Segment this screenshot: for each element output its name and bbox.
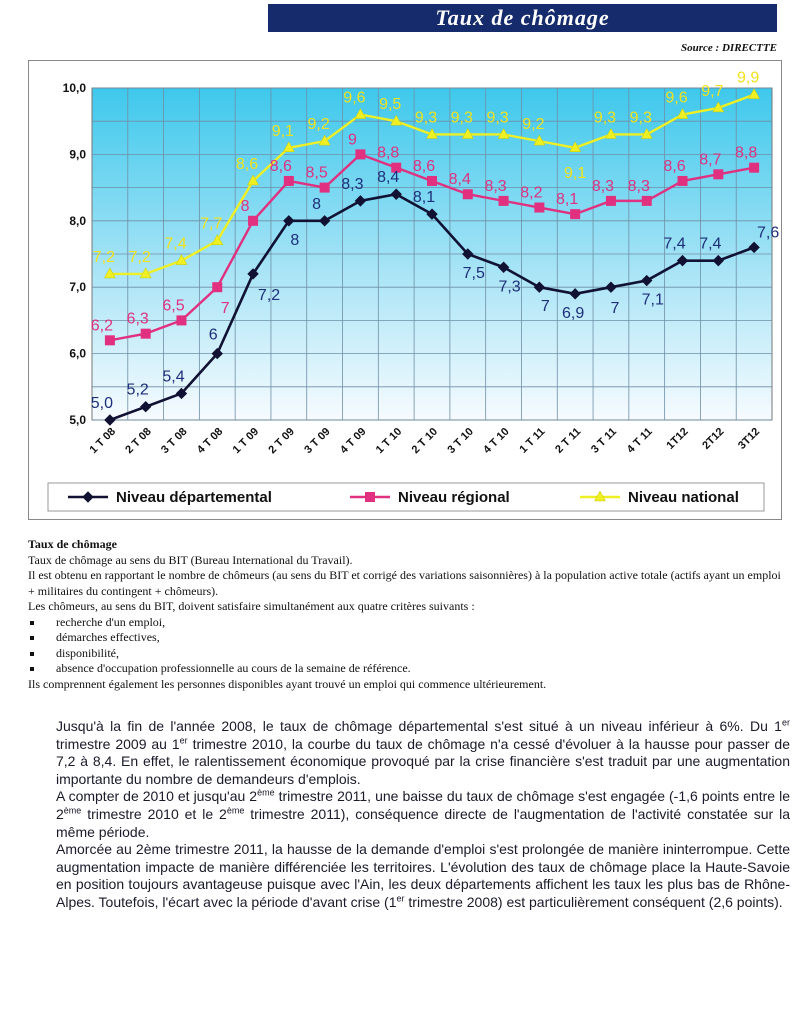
definition-line: Il est obtenu en rapportant le nombre de chômeurs (au sens du BIT et corrigé des variations saisonnières) à la population active totale (actifs ayant un emploi + militaires du contingent + chômeurs). (28, 568, 781, 598)
data-label: 8,3 (627, 177, 650, 195)
data-label: 7,3 (498, 278, 521, 296)
definition-line: Les chômeurs, au sens du BIT, doivent satisfaire simultanément aux quatre critères suivants : (28, 599, 475, 613)
superscript: er (396, 893, 405, 904)
x-tick-label: 1 T 10 (373, 425, 405, 457)
data-label: 6,5 (162, 297, 185, 315)
data-label: 8,6 (235, 155, 259, 173)
source-note: Source : DIRECTTE (681, 42, 777, 54)
definition-line: Taux de chômage au sens du BIT (Bureau International du Travail). (28, 552, 353, 567)
definition-closing: Ils comprennent également les personnes disponibles ayant trouvé un emploi qui commence ultérieurement. (28, 676, 547, 691)
data-label: 5,2 (126, 381, 149, 399)
marker-square (750, 163, 759, 172)
marker-square (284, 176, 293, 185)
marker-square (105, 336, 114, 345)
marker-square (463, 190, 472, 199)
x-tick-label: 4 T 08 (194, 425, 226, 457)
x-tick-label: 2 T 09 (266, 425, 297, 457)
data-label: 7 (220, 300, 230, 318)
superscript: er (179, 734, 188, 745)
x-tick-label: 3 T 10 (445, 425, 476, 457)
data-label: 8,5 (305, 164, 328, 182)
x-tick-label: 2 T 10 (409, 425, 441, 457)
data-label: 8 (240, 197, 250, 215)
legend (48, 483, 764, 511)
superscript: ème (257, 787, 275, 798)
x-tick-label: 3 T 09 (302, 425, 333, 457)
data-label: 5,4 (162, 368, 185, 386)
y-tick-label: 7,0 (69, 280, 86, 295)
data-label: 9,1 (271, 122, 294, 140)
data-label: 8,6 (663, 157, 686, 175)
definition-heading: Taux de chômage (28, 537, 117, 551)
paragraph-1 (56, 718, 790, 788)
data-label: 8,6 (412, 157, 436, 175)
superscript: ème (63, 805, 82, 816)
text-run: Amorcée au 2ème trimestre 2011, la hausse de la demande d'emploi s'est prolongée de manière ininterrompue. Cette augmentation impacte de manière différenciée les territoires. L'évolution des taux de chômage place la Haute-Savoie en position toujours avantageuse puisque avec l'Ain, les deux départements affichent les taux les plus bas de Rhône-Alpes. Toutefois, l'écart avec la période d'avant crise (1 (56, 841, 790, 910)
marker-square (320, 183, 329, 192)
criteria-item: recherche d'un emploi, (28, 615, 788, 631)
data-label: 9,7 (701, 82, 724, 100)
x-tick-label: 4 T 10 (481, 425, 512, 457)
y-tick-label: 6,0 (69, 346, 86, 361)
criteria-item: démarches effectives, (28, 630, 788, 646)
data-label: 6,9 (562, 304, 585, 322)
data-label: 7,7 (200, 215, 223, 233)
marker-square (571, 210, 580, 219)
data-label: 7,1 (641, 291, 664, 309)
definition-block (28, 537, 788, 692)
paragraph-2 (56, 788, 790, 841)
marker-square (177, 316, 186, 325)
data-label: 8,4 (448, 171, 471, 189)
data-label: 8,2 (520, 184, 543, 202)
x-tick-label: 2 T 11 (553, 425, 584, 456)
x-tick-label: 2T12 (700, 425, 727, 452)
data-label: 6 (208, 326, 218, 344)
criteria-item: disponibilité, (28, 646, 788, 662)
data-label: 9,3 (450, 109, 473, 127)
x-tick-label: 1 T 11 (517, 425, 548, 456)
data-label: 8,6 (269, 157, 292, 175)
data-label: 9,6 (343, 89, 366, 107)
x-tick-label: 1T12 (664, 425, 691, 452)
x-tick-label: 2 T 08 (123, 425, 154, 457)
data-label: 7,4 (663, 235, 686, 253)
marker-square (535, 203, 544, 212)
text-run: trimestre 2010 et le 2 (81, 805, 227, 822)
text-run: trimestre 2008) est particulièrement conséquent (2,6 points). (404, 893, 783, 910)
x-tick-label: 4 T 09 (338, 425, 369, 457)
data-label: 9,9 (736, 69, 760, 87)
y-tick-label: 8,0 (69, 213, 86, 228)
data-label: 9,3 (629, 109, 652, 127)
superscript: ème (226, 805, 245, 816)
y-tick-label: 5,0 (69, 413, 86, 427)
unemployment-chart (28, 60, 782, 520)
data-label: 9,6 (665, 89, 688, 107)
data-label: 7,4 (164, 235, 187, 253)
data-label: 8,1 (412, 189, 436, 207)
text-run: A compter de 2010 et jusqu'au 2 (56, 788, 258, 805)
x-tick-label: 3 T 11 (588, 425, 620, 456)
data-label: 8,3 (341, 175, 364, 193)
marker-square (366, 493, 375, 502)
x-tick-label: 3 T 08 (159, 425, 190, 457)
data-label: 9,1 (564, 164, 587, 182)
data-label: 7,6 (756, 224, 780, 242)
chart-svg (28, 60, 782, 520)
data-label: 7,2 (257, 286, 281, 304)
data-label: 9,3 (593, 109, 617, 127)
data-label: 9,3 (414, 109, 438, 127)
data-label: 5,0 (90, 395, 114, 412)
x-tick-label: 1 T 08 (87, 425, 119, 457)
marker-square (499, 196, 508, 205)
data-label: 7,4 (699, 235, 722, 253)
data-label: 8,1 (556, 191, 579, 209)
data-label: 6,3 (126, 310, 149, 328)
marker-square (356, 150, 365, 159)
marker-square (428, 176, 437, 185)
data-label: 7 (540, 298, 550, 316)
y-tick-label: 10,0 (62, 81, 86, 95)
marker-square (213, 283, 222, 292)
marker-square (642, 196, 651, 205)
data-label: 8,8 (734, 144, 758, 162)
analysis-text (56, 718, 790, 912)
criteria-list (28, 615, 788, 677)
data-label: 9 (347, 131, 357, 149)
marker-square (714, 170, 723, 179)
legend-label: Niveau régional (398, 489, 510, 506)
x-tick-label: 3T12 (736, 425, 763, 452)
text-run: trimestre 2010, la courbe du taux de chômage n'a cessé d'évoluer à la hausse pour passer de 7,2 à 8,4. En effet, le ralentissement économique provoqué par la crise financière s'est traduit par une augmentation importante du nombre de demandeurs d'emplois. (56, 735, 790, 787)
data-label: 9,3 (486, 109, 509, 127)
data-label: 8,3 (484, 177, 507, 195)
title-banner (268, 4, 777, 32)
data-label: 7,5 (462, 265, 485, 282)
marker-square (249, 216, 258, 225)
data-label: 8 (312, 195, 322, 213)
x-tick-label: 4 T 11 (624, 425, 655, 456)
data-label: 8,7 (699, 151, 722, 169)
data-label: 8 (290, 231, 300, 249)
x-tick-label: 1 T 09 (230, 425, 262, 457)
paragraph-3 (56, 841, 790, 911)
text-run: Jusqu'à la fin de l'année 2008, le taux de chômage départemental s'est situé à un niveau inférieur à 6%. Du 1 (56, 718, 782, 734)
marker-square (678, 176, 687, 185)
y-tick-label: 9,0 (69, 147, 86, 162)
data-label: 7,2 (92, 248, 116, 266)
page-title: Taux de chômage (435, 5, 610, 30)
data-label: 9,5 (379, 96, 402, 114)
data-label: 8,8 (377, 144, 400, 162)
data-label: 9,2 (522, 116, 545, 134)
legend-label: Niveau départemental (116, 489, 272, 506)
data-label: 7,2 (128, 248, 151, 266)
text-run: trimestre 2011), conséquence directe de l'augmentation de l'activité constatée sur la même période. (56, 805, 790, 840)
legend-label: Niveau national (628, 489, 739, 506)
text-run: trimestre 2009 au 1 (56, 735, 180, 752)
data-label: 8,3 (591, 177, 615, 195)
data-label: 7 (610, 300, 620, 318)
data-label: 6,2 (90, 317, 114, 335)
marker-square (141, 329, 150, 338)
criteria-item: absence d'occupation professionnelle au cours de la semaine de référence. (28, 661, 788, 677)
superscript: er (781, 717, 790, 728)
data-label: 8,4 (377, 169, 400, 187)
data-label: 9,2 (307, 116, 330, 134)
text-run: trimestre 2011, une baisse du taux de chômage s'est engagée (-1,6 points entre le 2 (56, 788, 790, 822)
marker-square (606, 196, 615, 205)
